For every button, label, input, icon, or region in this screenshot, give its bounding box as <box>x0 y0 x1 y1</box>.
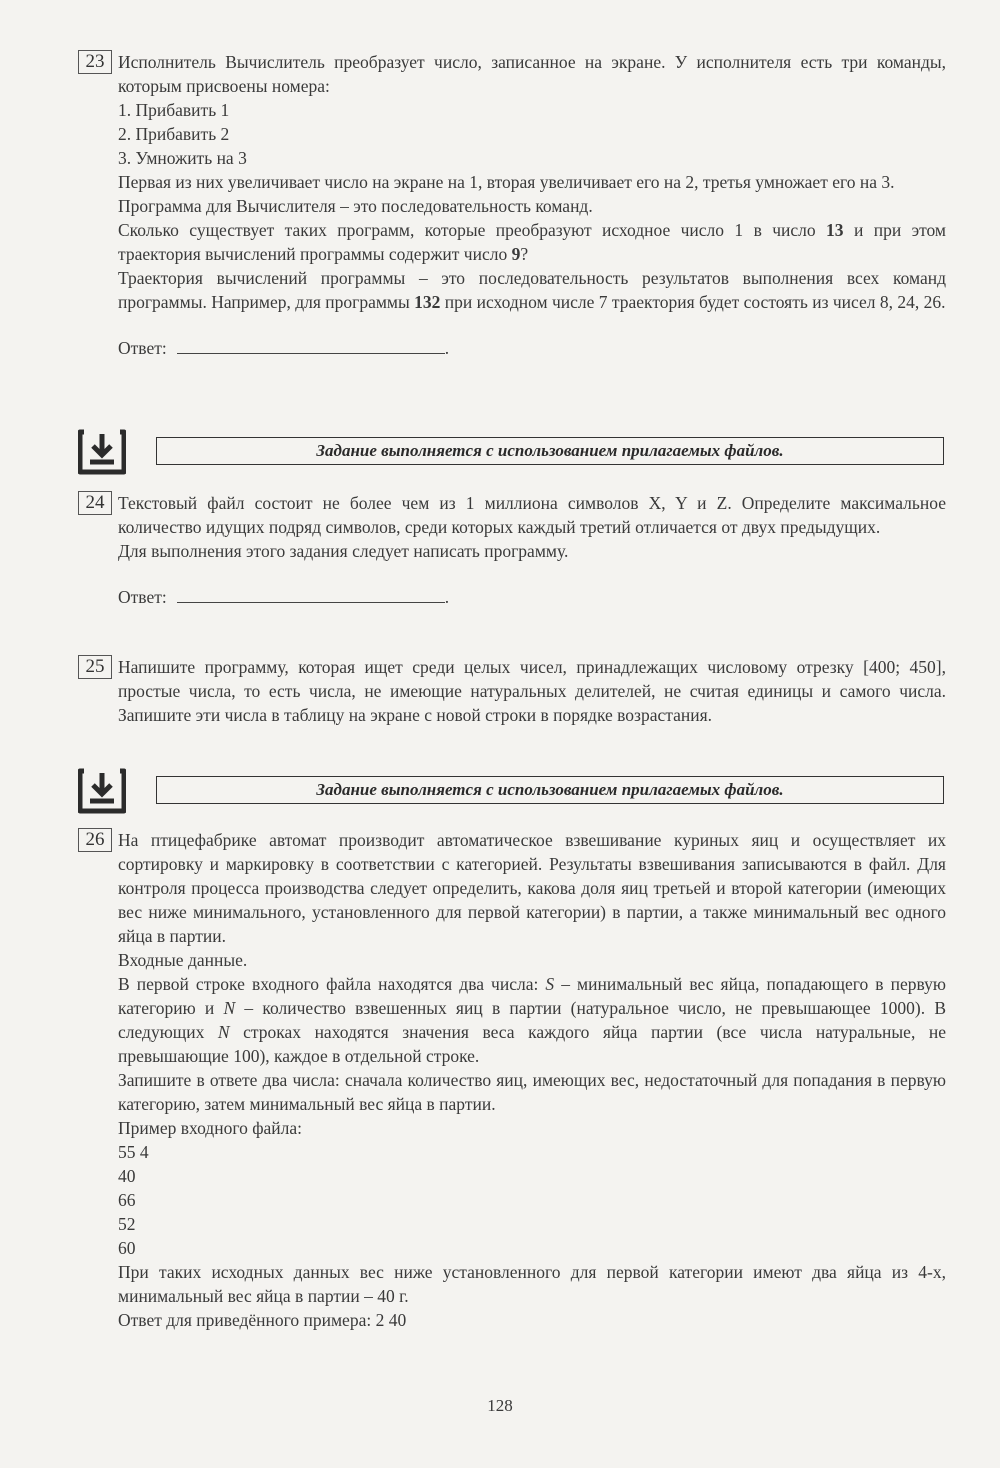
task-number-box: 24 <box>78 491 112 515</box>
answer-label: Ответ: <box>118 587 167 607</box>
example-line: 66 <box>118 1190 136 1210</box>
task-question: Сколько существует таких программ, которые преобразуют исходное число 1 в число 13 и при этом траектория вычислений программы содержит число 9? <box>118 220 947 264</box>
task-24 <box>78 491 946 609</box>
file-notice-text: Задание выполняется с использованием прилагаемых файлов. <box>156 437 944 465</box>
file-notice-text: Задание выполняется с использованием прилагаемых файлов. <box>156 776 944 804</box>
command-item: 1. Прибавить 1 <box>118 100 230 120</box>
download-file-icon[interactable] <box>78 767 126 815</box>
task-number-box: 25 <box>78 655 112 679</box>
task-note: Для выполнения этого задания следует написать программу. <box>118 541 569 561</box>
answer-line: Ответ: . <box>118 587 450 607</box>
task-26 <box>78 828 946 1332</box>
example-line: 55 4 <box>118 1142 149 1162</box>
input-description: В первой строке входного файла находятся два числа: S – минимальный вес яйца, попадающего в первую категорию и N – количество взвешенных яиц в партии (натуральное число, не превышающее 1000). В следующих N строках находятся значения веса каждого яйца партии (все числа натуральные, не превышающие 100), каждое в отдельной строке. <box>118 974 946 1066</box>
file-notice <box>78 767 946 815</box>
program-definition: Программа для Вычислителя – это последовательность команд. <box>118 196 593 216</box>
answer-field[interactable] <box>177 337 445 354</box>
task-body <box>118 50 946 360</box>
task-body <box>118 491 946 609</box>
task-number-box: 23 <box>78 50 112 74</box>
task-25 <box>78 655 946 727</box>
task-text: Напишите программу, которая ищет среди целых чисел, принадлежащих числовому отрезку [400; 450], простые числа, то есть числа, не имеющие натуральных делителей, не считая единицы и самого числа. Запишите эти числа в таблицу на экране с новой строки в порядке возрастания. <box>118 657 946 725</box>
task-intro: На птицефабрике автомат производит автоматическое взвешивание куриных яиц и осуществляет их сортировку и маркировку в соответствии с категорией. Результаты взвешивания записываются в файл. Для контроля процесса производства следует определить, какова доля яиц третьей и второй категории (имеющих вес ниже минимального, установленного для первой категории) в партии, а также минимальный вес одного яйца в партии. <box>118 830 946 946</box>
answer-field[interactable] <box>177 586 445 603</box>
page-number: 128 <box>487 1396 513 1415</box>
example-line: 60 <box>118 1238 136 1258</box>
task-23 <box>78 50 946 360</box>
task-number-box: 26 <box>78 828 112 852</box>
example-line: 40 <box>118 1166 136 1186</box>
task-intro: Исполнитель Вычислитель преобразует число, записанное на экране. У исполнителя есть три команды, которым присвоены номера: <box>118 52 946 96</box>
task-body <box>118 655 946 727</box>
trajectory-definition: Траектория вычислений программы – это последовательность результатов выполнения всех команд программы. Например, для программы 132 при исходном числе 7 траектория будет состоять из чисел 8, 24, 26. <box>118 268 946 312</box>
example-line: 52 <box>118 1214 136 1234</box>
command-item: 3. Умножить на 3 <box>118 148 247 168</box>
file-notice <box>78 428 946 476</box>
output-description: Запишите в ответе два числа: сначала количество яиц, имеющих вес, недостаточный для попадания в первую категорию, затем минимальный вес яйца в партии. <box>118 1070 946 1114</box>
task-body <box>118 828 946 1332</box>
answer-line: Ответ: . <box>118 338 450 358</box>
example-explanation: При таких исходных данных вес ниже установленного для первой категории имеют два яйца из 4-х, минимальный вес яйца в партии – 40 г. <box>118 1262 946 1306</box>
task-text: Текстовый файл состоит не более чем из 1 миллиона символов X, Y и Z. Определите максимальное количество идущих подряд символов, среди которых каждый третий отличается от двух предыдущих. <box>118 493 946 537</box>
answer-label: Ответ: <box>118 338 167 358</box>
download-file-icon[interactable] <box>78 428 126 476</box>
example-answer: Ответ для приведённого примера: 2 40 <box>118 1310 407 1330</box>
command-item: 2. Прибавить 2 <box>118 124 230 144</box>
input-heading: Входные данные. <box>118 950 248 970</box>
task-description: Первая из них увеличивает число на экране на 1, вторая увеличивает его на 2, третья умножает его на 3. <box>118 172 895 192</box>
example-heading: Пример входного файла: <box>118 1118 303 1138</box>
